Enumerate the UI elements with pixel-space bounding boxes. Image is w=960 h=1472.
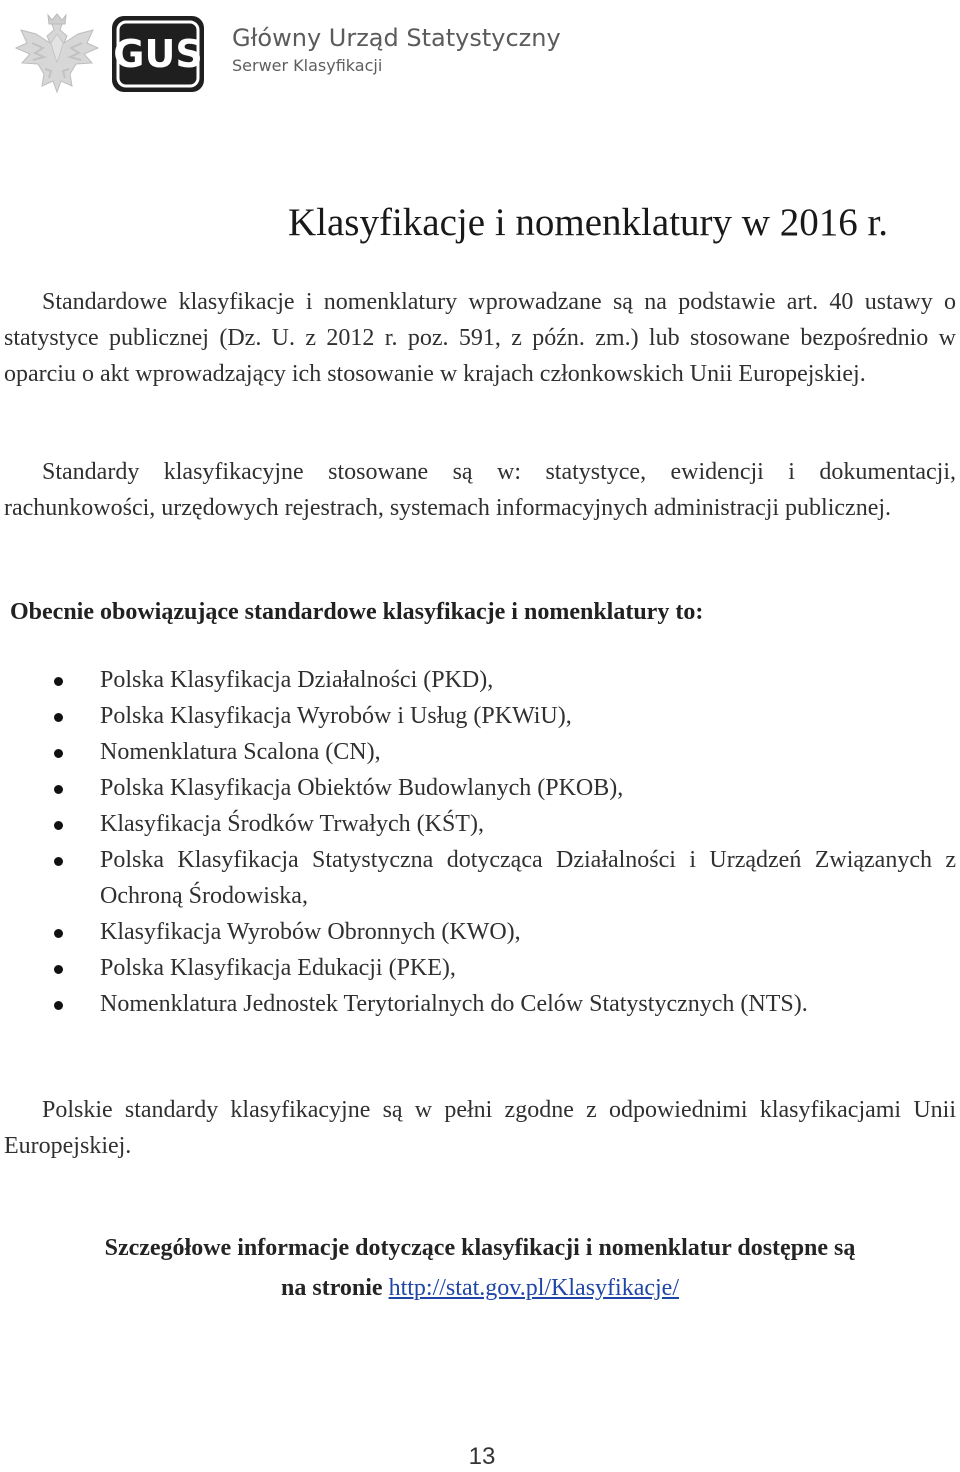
list-item-text: Polska Klasyfikacja Statystyczna dotycząca Działalności i Urządzeń Związanych z Ochroną Środowiska, <box>100 847 956 909</box>
details-note-line-2 <box>0 1268 960 1308</box>
list-item <box>100 662 956 698</box>
list-item <box>100 806 956 842</box>
list-item-text: Nomenklatura Scalona (CN), <box>100 739 381 765</box>
classifications-heading: Obecnie obowiązujące standardowe klasyfikacje i nomenklatury to: <box>10 599 704 625</box>
bullet-icon <box>54 965 63 974</box>
details-note-line-1: Szczegółowe informacje dotyczące klasyfikacji i nomenklatur dostępne są <box>104 1235 856 1261</box>
bullet-icon <box>54 857 63 866</box>
details-note-lead: na stronie <box>281 1275 389 1301</box>
list-item <box>100 734 956 770</box>
list-item <box>100 698 956 734</box>
list-item <box>100 842 956 914</box>
bullet-icon <box>54 749 63 758</box>
classifications-list <box>0 662 960 1022</box>
usage-paragraph: Standardy klasyfikacyjne stosowane są w: statystyce, ewidencji i dokumentacji, rachunkowości, urzędowych rejestrach, systemach informacyjnych administracji publicznej. <box>4 459 956 521</box>
list-item-text: Klasyfikacja Wyrobów Obronnych (KWO), <box>100 919 521 945</box>
details-note <box>0 1228 960 1308</box>
intro-paragraph: Standardowe klasyfikacje i nomenklatury wprowadzane są na podstawie art. 40 ustawy o statystyce publicznej (Dz. U. z 2012 r. poz. 591, z późn. zm.) lub stosowane bezpośrednio w oparciu o akt wprowadzający ich stosowanie w krajach członkowskich Unii Europejskiej. <box>4 289 956 387</box>
page-number: 13 <box>468 1443 496 1470</box>
list-item-text: Polska Klasyfikacja Wyrobów i Usług (PKWiU), <box>100 703 572 729</box>
list-item-text: Polska Klasyfikacja Edukacji (PKE), <box>100 955 456 981</box>
stat-gov-link[interactable]: http://stat.gov.pl/Klasyfikacje/ <box>388 1275 679 1301</box>
list-item <box>100 914 956 950</box>
bullet-icon <box>54 785 63 794</box>
bullet-icon <box>54 821 63 830</box>
list-item <box>100 986 956 1022</box>
page-title: Klasyfikacje i nomenklatury w 2016 r. <box>288 201 889 244</box>
list-item-text: Klasyfikacja Środków Trwałych (KŚT), <box>100 811 484 837</box>
list-item-text: Polska Klasyfikacja Działalności (PKD), <box>100 667 494 693</box>
list-item <box>100 950 956 986</box>
compliance-paragraph: Polskie standardy klasyfikacyjne są w pełni zgodne z odpowiednimi klasyfikacjami Unii Europejskiej. <box>4 1097 956 1159</box>
list-item <box>100 770 956 806</box>
list-item-text: Nomenklatura Jednostek Terytorialnych do Celów Statystycznych (NTS). <box>100 991 808 1017</box>
site-title: Główny Urząd Statystyczny <box>232 24 561 52</box>
bullet-icon <box>54 713 63 722</box>
list-item-text: Polska Klasyfikacja Obiektów Budowlanych (PKOB), <box>100 775 624 801</box>
site-subtitle: Serwer Klasyfikacji <box>232 56 383 75</box>
bullet-icon <box>54 929 63 938</box>
gus-logo-text: GUS <box>113 32 203 76</box>
bullet-icon <box>54 677 63 686</box>
bullet-icon <box>54 1001 63 1010</box>
